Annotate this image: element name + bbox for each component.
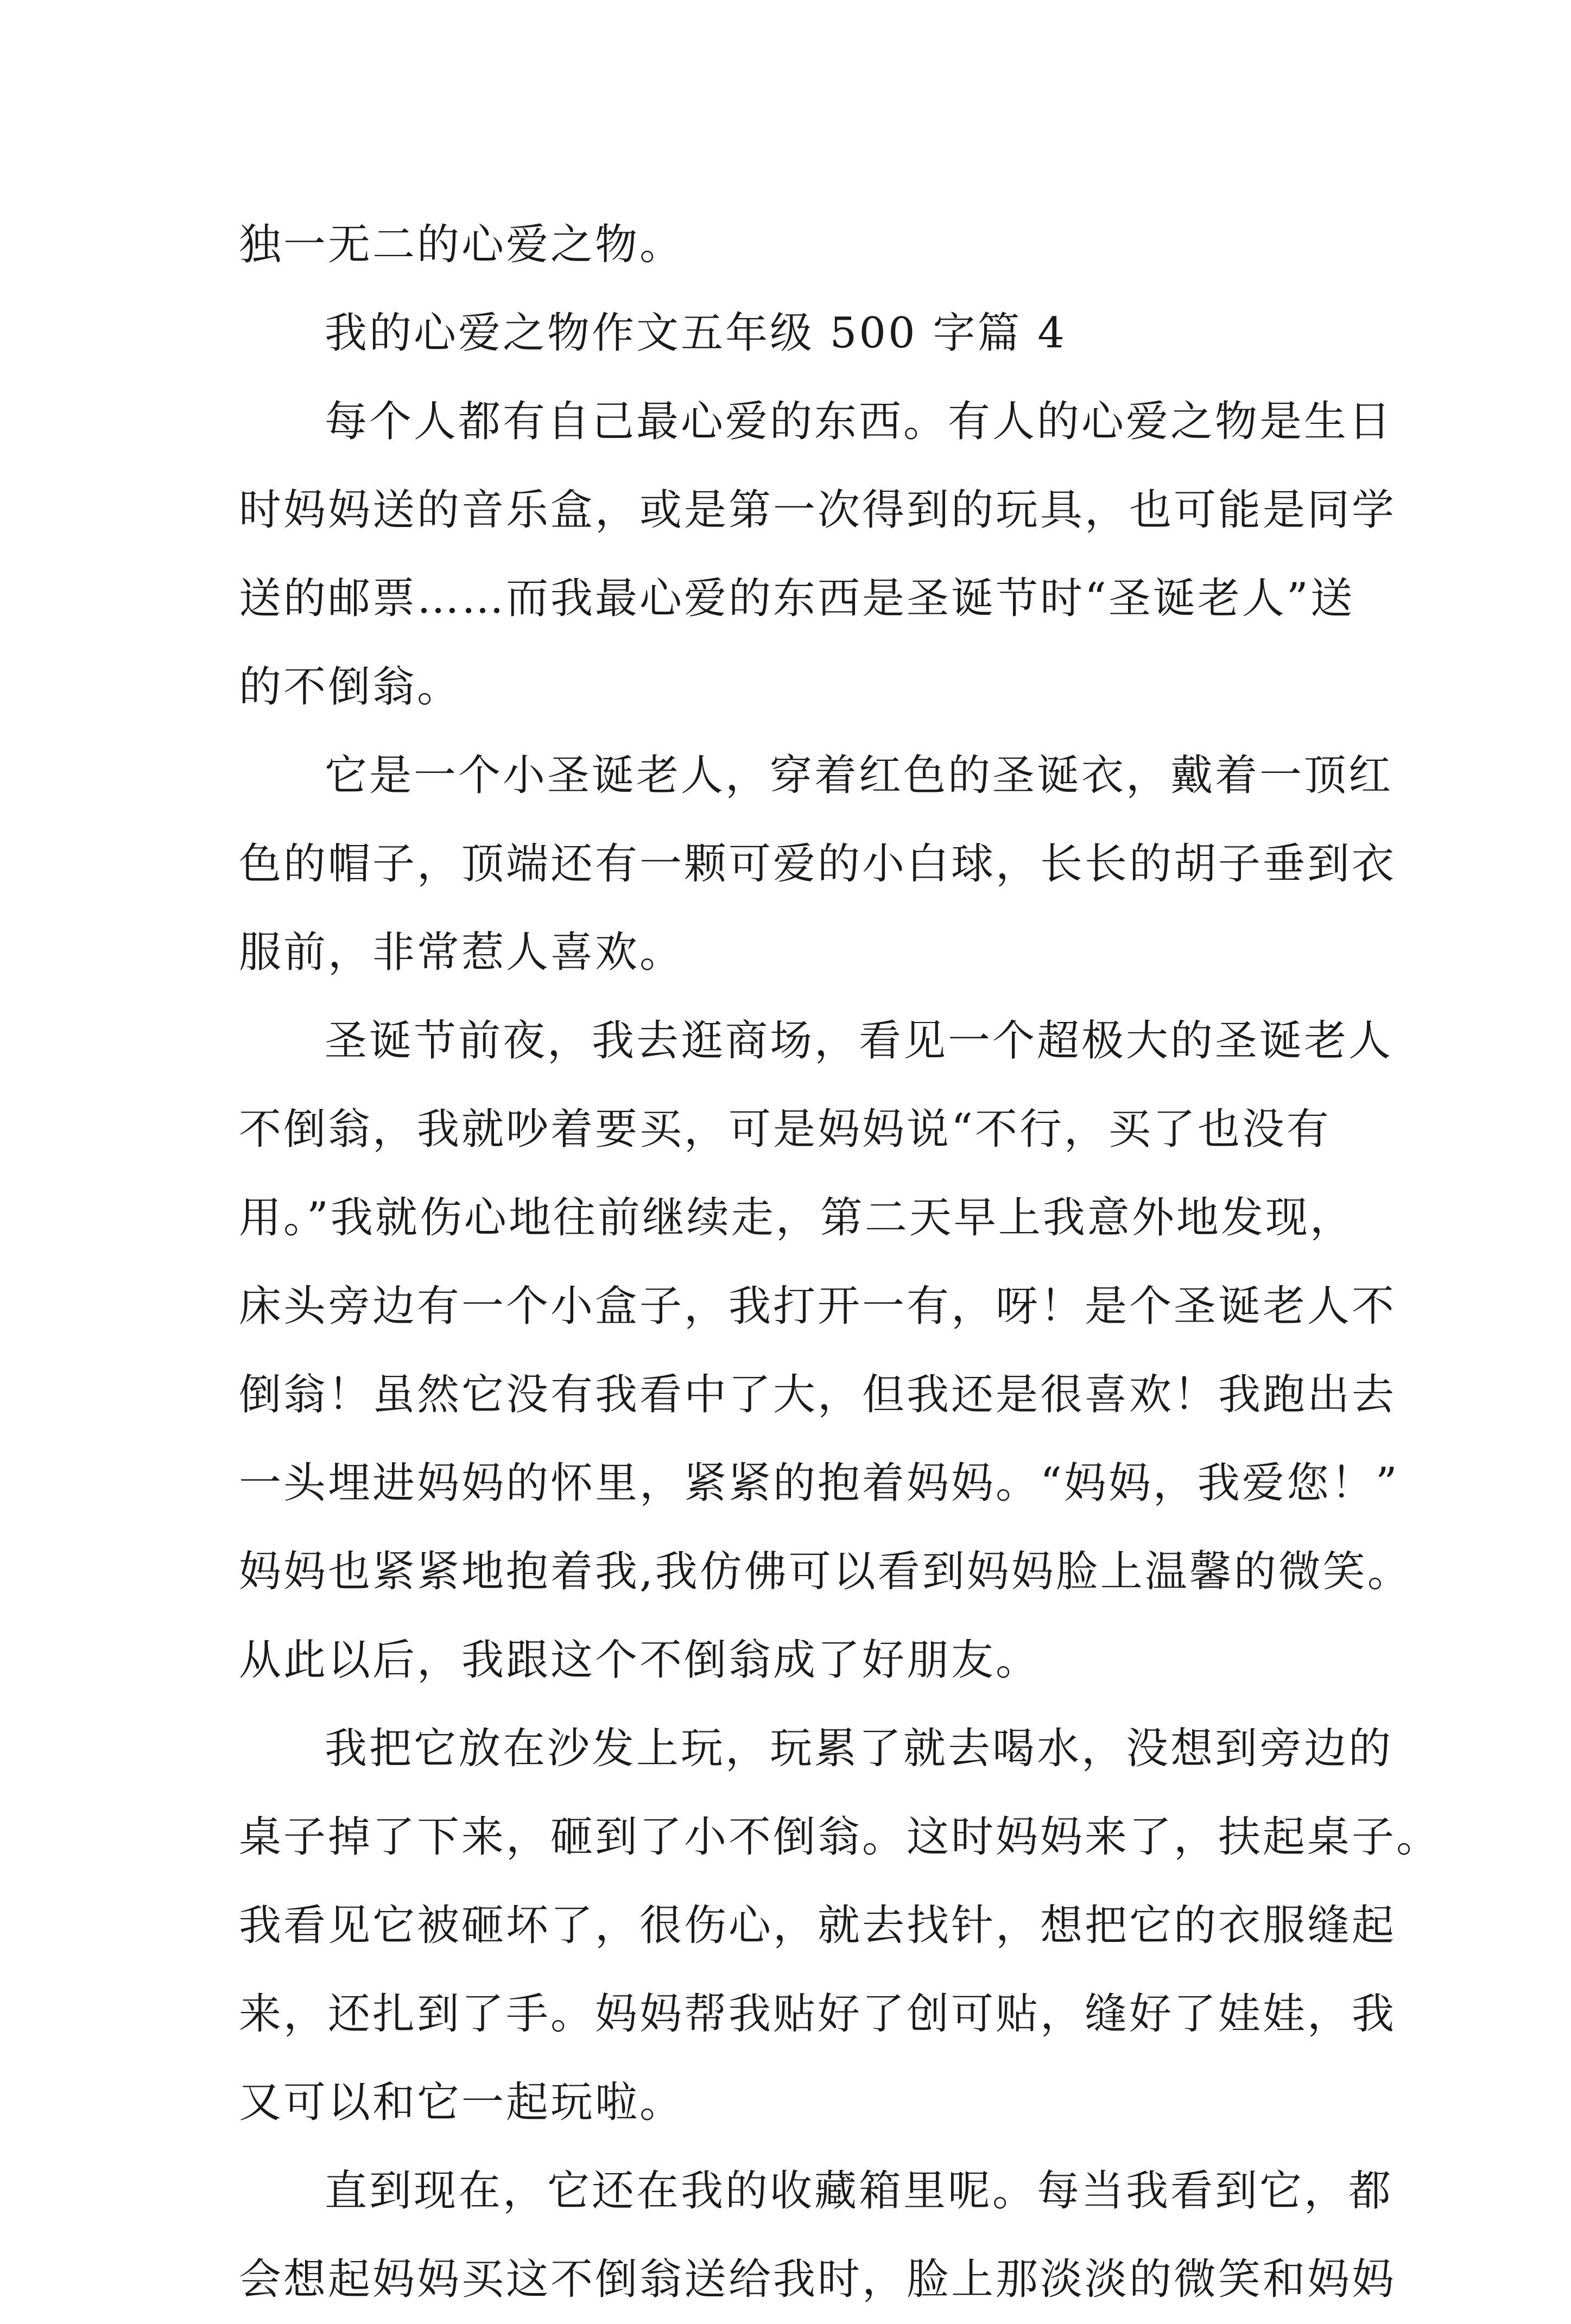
text-line: 从此以后，我跟这个不倒翁成了好朋友。 xyxy=(239,1636,1041,1685)
text-line: 床头旁边有一个小盒子，我打开一有，呀！是个圣诞老人不 xyxy=(239,1282,1397,1331)
text-line: 时妈妈送的音乐盒，或是第一次得到的玩具，也可能是同学 xyxy=(239,486,1397,535)
text-line: 圣诞节前夜，我去逛商场，看见一个超极大的圣诞老人 xyxy=(325,1017,1393,1065)
text-line: 每个人都有自己最心爱的东西。有人的心爱之物是生日 xyxy=(325,397,1393,446)
essay-body xyxy=(239,201,1441,2324)
text-line: 送的邮票……而我最心爱的东西是圣诞节时“圣诞老人”送 xyxy=(239,574,1355,623)
text-line: 又可以和它一起玩啦。 xyxy=(239,2078,685,2127)
text-line: 倒翁！虽然它没有我看中了大，但我还是很喜欢！我跑出去 xyxy=(239,1370,1397,1419)
text-line: 妈妈也紧紧地抱着我,我仿佛可以看到妈妈脸上温馨的微笑。 xyxy=(239,1547,1412,1596)
text-line: 我看见它被砸坏了，很伤心，就去找针，想把它的衣服缝起 xyxy=(239,1901,1397,1950)
text-line: 桌子掉了下来，砸到了小不倒翁。这时妈妈来了，扶起桌子。 xyxy=(239,1813,1441,1862)
text-line: 来，还扎到了手。妈妈帮我贴好了创可贴，缝好了娃娃，我 xyxy=(239,1990,1397,2039)
text-line: 不倒翁，我就吵着要买，可是妈妈说“不行，买了也没有 xyxy=(239,1105,1331,1154)
text-line: 会想起妈妈买这不倒翁送给我时，脸上那淡淡的微笑和妈妈 xyxy=(239,2255,1397,2304)
text-line: 服前，非常惹人喜欢。 xyxy=(239,928,685,977)
text-line: 独一无二的心爱之物。 xyxy=(239,220,685,269)
text-line: 的不倒翁。 xyxy=(239,663,462,712)
text-line: 我把它放在沙发上玩，玩累了就去喝水，没想到旁边的 xyxy=(325,1724,1393,1773)
text-line: 色的帽子，顶端还有一颗可爱的小白球，长长的胡子垂到衣 xyxy=(239,840,1397,888)
essay-title: 我的心爱之物作文五年级 500 字篇 4 xyxy=(325,309,1067,358)
text-line: 它是一个小圣诞老人，穿着红色的圣诞衣，戴着一顶红 xyxy=(325,751,1393,800)
text-line: 用。”我就伤心地往前继续走，第二天早上我意外地发现， xyxy=(239,1193,1354,1242)
text-line: 一头埋进妈妈的怀里，紧紧的抱着妈妈。“妈妈，我爱您！” xyxy=(239,1459,1399,1508)
text-line: 直到现在，它还在我的收藏箱里呢。每当我看到它，都 xyxy=(325,2167,1393,2215)
